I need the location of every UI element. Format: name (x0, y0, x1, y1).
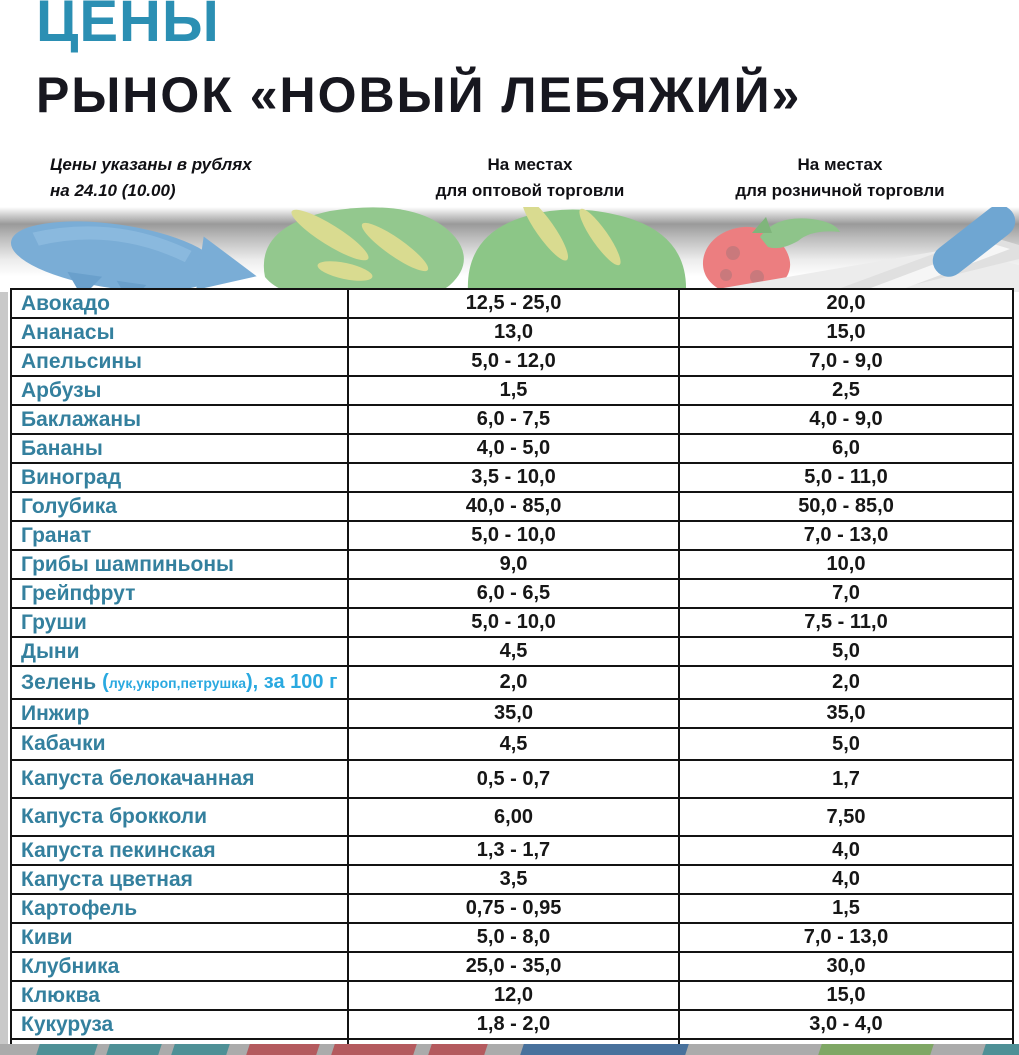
item-name: Киви (21, 925, 73, 949)
item-name: Авокадо (21, 291, 110, 315)
table-row (12, 980, 1012, 1009)
wholesale-price: 9,0 (347, 551, 678, 578)
retail-price: 15,0 (678, 982, 1012, 1009)
table-row (12, 491, 1012, 520)
retail-price: 5,0 (678, 729, 1012, 759)
retail-price: 10,0 (678, 551, 1012, 578)
price-note-line2: на 24.10 (10.00) (50, 180, 176, 200)
item-name: Кукуруза (21, 1012, 114, 1036)
wholesale-price: 1,3 - 1,7 (347, 837, 678, 864)
market-title: РЫНОК «НОВЫЙ ЛЕБЯЖИЙ» (36, 67, 802, 123)
wholesale-price: 4,5 (347, 729, 678, 759)
produce-banner (0, 207, 1019, 292)
wholesale-price: 4,5 (347, 638, 678, 665)
item-name-with-note: Зелень ( лук,укроп,петрушка ), за 100 г (21, 670, 338, 694)
retail-price: 15,0 (678, 319, 1012, 346)
wholesale-price: 6,0 - 6,5 (347, 580, 678, 607)
retail-price: 4,0 (678, 866, 1012, 893)
retail-price: 1,5 (678, 895, 1012, 922)
item-name: Кабачки (21, 732, 106, 755)
retail-price: 7,0 - 13,0 (678, 924, 1012, 951)
item-name: Грибы шампиньоны (21, 552, 234, 576)
col-header-retail: На местах для розничной торговли (735, 155, 945, 200)
item-name: Грейпфрут (21, 581, 136, 605)
retail-price: 2,0 (678, 667, 1012, 698)
table-row (12, 759, 1012, 797)
table-row (12, 922, 1012, 951)
table-row (12, 433, 1012, 462)
item-name: Картофель (21, 896, 138, 920)
wholesale-price: 5,0 - 10,0 (347, 522, 678, 549)
table-row (12, 1009, 1012, 1038)
retail-price: 4,0 (678, 837, 1012, 864)
wholesale-price: 3,5 (347, 866, 678, 893)
table-row (12, 346, 1012, 375)
item-name: Клубника (21, 954, 120, 978)
table-row (12, 665, 1012, 698)
table-row (12, 727, 1012, 759)
item-name: Виноград (21, 465, 122, 489)
table-row (12, 835, 1012, 864)
item-name: Гранат (21, 523, 92, 547)
item-name: Баклажаны (21, 407, 142, 431)
table-row (12, 288, 1012, 317)
retail-price: 1,7 (678, 761, 1012, 797)
item-name: Голубика (21, 494, 117, 518)
retail-price: 7,0 (678, 580, 1012, 607)
page-title: ЦЕНЫ (36, 0, 220, 54)
wholesale-price: 6,00 (347, 799, 678, 835)
table-row (12, 797, 1012, 835)
wholesale-price: 0,75 - 0,95 (347, 895, 678, 922)
table-row (12, 578, 1012, 607)
price-table-body (12, 288, 1012, 1051)
item-name: Бананы (21, 436, 103, 460)
wholesale-price: 5,0 - 12,0 (347, 348, 678, 375)
item-name: Дыни (21, 639, 80, 663)
table-row (12, 636, 1012, 665)
wholesale-price: 25,0 - 35,0 (347, 953, 678, 980)
retail-price: 4,0 - 9,0 (678, 406, 1012, 433)
wholesale-price: 5,0 - 10,0 (347, 609, 678, 636)
table-row (12, 317, 1012, 346)
price-note-line1: Цены указаны в рублях (50, 155, 252, 174)
greens-icon (264, 207, 464, 292)
retail-price: 2,5 (678, 377, 1012, 404)
item-name: Капуста белокачанная (21, 767, 255, 790)
table-row (12, 462, 1012, 491)
item-name: Клюква (21, 983, 100, 1007)
price-note (50, 152, 252, 203)
item-name: Ананасы (21, 320, 115, 344)
wholesale-price: 5,0 - 8,0 (347, 924, 678, 951)
wholesale-price: 13,0 (347, 319, 678, 346)
table-row (12, 607, 1012, 636)
wholesale-price: 40,0 - 85,0 (347, 493, 678, 520)
retail-price: 20,0 (678, 290, 1012, 317)
table-row (12, 520, 1012, 549)
table-row (12, 893, 1012, 922)
wholesale-price: 12,5 - 25,0 (347, 290, 678, 317)
wholesale-price: 3,5 - 10,0 (347, 464, 678, 491)
retail-price: 7,0 - 9,0 (678, 348, 1012, 375)
item-name: Капуста пекинская (21, 838, 216, 862)
fish-icon (5, 210, 261, 292)
retail-price: 6,0 (678, 435, 1012, 462)
wholesale-price: 12,0 (347, 982, 678, 1009)
retail-price: 7,50 (678, 799, 1012, 835)
col-header-wholesale: На местах для оптовой торговли (435, 155, 625, 200)
retail-price: 7,5 - 11,0 (678, 609, 1012, 636)
produce-banner-art (0, 207, 1019, 292)
price-table (10, 288, 1014, 1051)
table-row (12, 549, 1012, 578)
retail-price: 30,0 (678, 953, 1012, 980)
table-row (12, 864, 1012, 893)
table-row (12, 404, 1012, 433)
retail-price: 5,0 - 11,0 (678, 464, 1012, 491)
retail-price: 50,0 - 85,0 (678, 493, 1012, 520)
wholesale-price: 2,0 (347, 667, 678, 698)
retail-price: 35,0 (678, 700, 1012, 727)
wholesale-price: 0,5 - 0,7 (347, 761, 678, 797)
item-name: Арбузы (21, 378, 102, 402)
item-name: Капуста цветная (21, 867, 193, 891)
item-name: Апельсины (21, 349, 142, 373)
retail-price: 3,0 - 4,0 (678, 1011, 1012, 1038)
table-row (12, 698, 1012, 727)
left-edge-strip (0, 292, 8, 1055)
table-row (12, 375, 1012, 404)
retail-price: 5,0 (678, 638, 1012, 665)
item-name: Капуста брокколи (21, 805, 207, 828)
item-name: Инжир (21, 701, 90, 725)
bottom-cropped-graphic (0, 1044, 1019, 1055)
item-name: Груши (21, 610, 87, 634)
cabbage-icon (468, 207, 686, 292)
wholesale-price: 35,0 (347, 700, 678, 727)
wholesale-price: 4,0 - 5,0 (347, 435, 678, 462)
wholesale-price: 6,0 - 7,5 (347, 406, 678, 433)
retail-price: 7,0 - 13,0 (678, 522, 1012, 549)
table-row (12, 951, 1012, 980)
wholesale-price: 1,8 - 2,0 (347, 1011, 678, 1038)
wholesale-price: 1,5 (347, 377, 678, 404)
